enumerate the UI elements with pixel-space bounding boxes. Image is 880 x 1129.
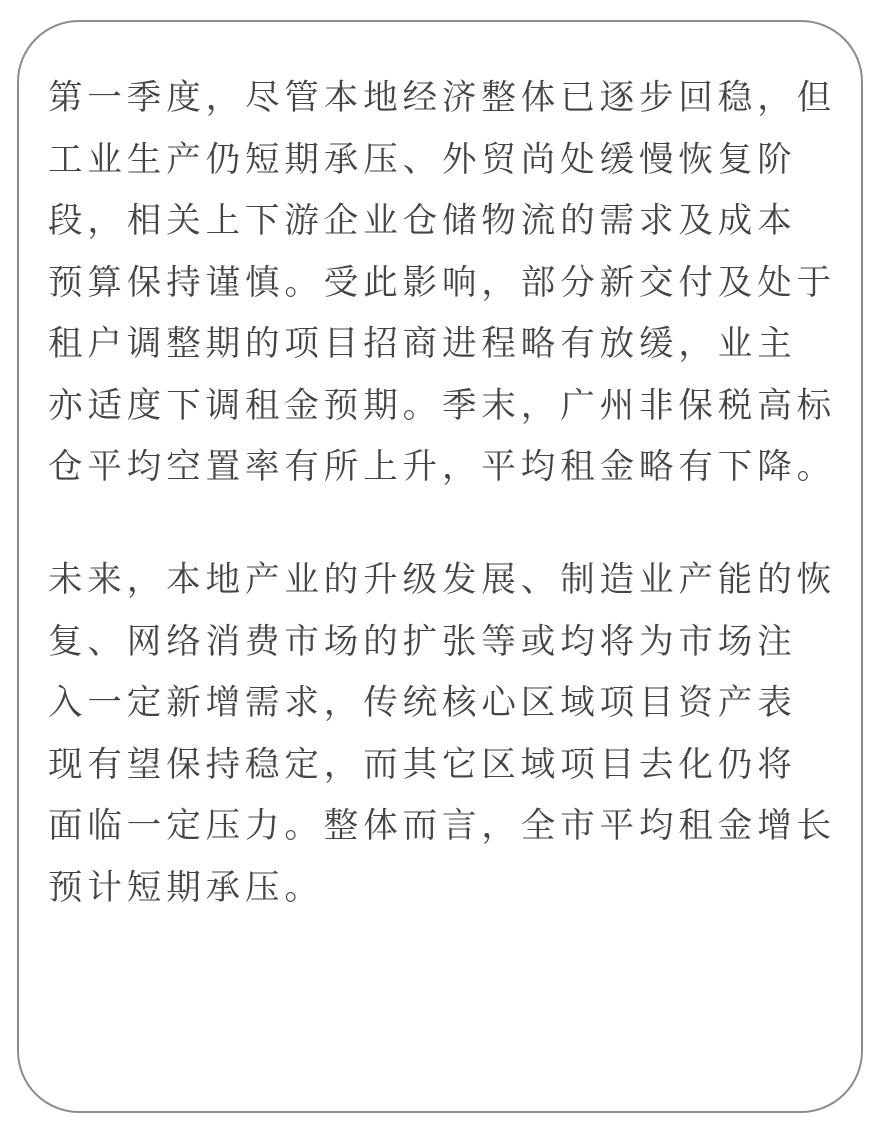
paragraph-q1-summary <box>48 68 838 499</box>
paragraph-line: 入一定新增需求，传统核心区域项目资产表 <box>48 683 797 723</box>
paragraph-line: 第一季度，尽管本地经济整体已逐步回稳，但 <box>48 78 836 118</box>
paragraph-line: 工业生产仍短期承压、外贸尚处缓慢恢复阶 <box>48 139 797 180</box>
paragraph-line: 现有望保持稳定，而其它区域项目去化仍将 <box>48 744 797 785</box>
paragraph-line: 仓平均空置率有所上升，平均租金略有下降。 <box>48 447 836 487</box>
paragraph-line: 未来，本地产业的升级发展、制造业产能的恢 <box>48 560 836 600</box>
paragraph-line: 租户调整期的项目招商进程略有放缓，业主 <box>48 324 797 364</box>
paragraph-line: 面临一定压力。整体而言，全市平均租金增长 <box>48 806 836 846</box>
paragraph-line: 复、网络消费市场的扩张等或均将为市场注 <box>48 621 797 662</box>
paragraph-line: 亦适度下调租金预期。季末，广州非保税高标 <box>48 385 836 426</box>
paragraph-outlook <box>48 550 838 919</box>
paragraph-line: 预算保持谨慎。受此影响，部分新交付及处于 <box>48 262 836 303</box>
paragraph-line: 段，相关上下游企业仓储物流的需求及成本 <box>48 201 797 241</box>
paragraph-line: 预计短期承压。 <box>48 867 324 908</box>
